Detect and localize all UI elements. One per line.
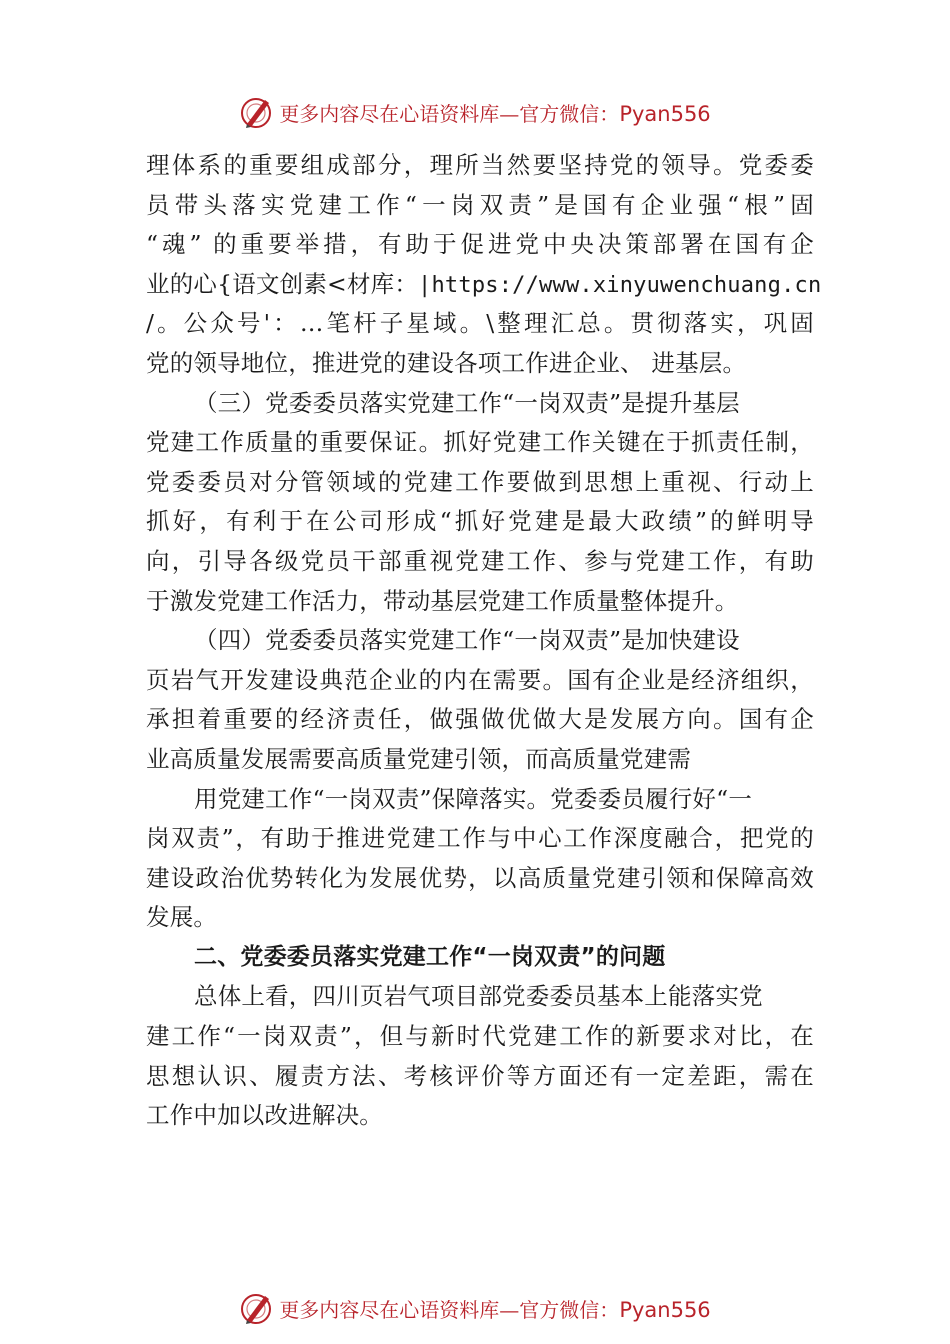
text-line: 理体系的重要组成部分，理所当然要坚持党的领导。党委委 (146, 151, 814, 179)
text-line: 向，引导各级党员干部重视党建工作、参与党建工作，有助 (146, 546, 814, 575)
text-line: 总体上看，四川页岩气项目部党委委员基本上能落实党 (194, 982, 763, 1011)
text-line: 岗双责”，有助于推进党建工作与中心工作深度融合，把党的 (146, 824, 814, 853)
url-text[interactable]: |https://www.xinyuwenchuang.cn (418, 272, 822, 298)
text-line: 承担着重要的经济责任，做强做优做大是发展方向。国有企 (146, 705, 814, 734)
text-line: 建设政治优势转化为发展优势，以高质量党建引领和保障高效 (146, 863, 814, 892)
text-line: “魂” 的重要举措，有助于促进党中央决策部署在国有企 (146, 230, 814, 259)
text-line: 抓好，有利于在公司形成“抓好党建是最大政绩”的鲜明导 (146, 507, 814, 536)
text-line: 员带头落实党建工作“一岗双责”是国有企业强“根”固 (146, 190, 814, 219)
text-line: 建工作“一岗双责”，但与新时代党建工作的新要求对比，在 (146, 1022, 814, 1051)
header-banner-wechat-id: Pyan556 (619, 101, 711, 126)
footer-banner (0, 1288, 950, 1328)
text-line: 发展。 (146, 903, 218, 932)
text-fragment: 业的心{语文创素<材库： (146, 269, 419, 298)
text-line: 工作中加以改进解决。 (146, 1101, 383, 1130)
header-banner-text (279, 98, 710, 127)
footer-banner-label: 更多内容尽在心语资料库—官方微信： (279, 1297, 620, 1322)
pen-logo-icon (239, 1290, 275, 1326)
text-line: （三）党委委员落实党建工作“一岗双责”是提升基层 (194, 388, 740, 417)
text-line: 用党建工作“一岗双责”保障落实。党委委员履行好“一 (194, 784, 753, 813)
header-banner-label: 更多内容尽在心语资料库—官方微信： (279, 101, 620, 126)
footer-banner-wechat-id: Pyan556 (619, 1297, 711, 1322)
text-line (146, 265, 822, 305)
text-line: /。公众号'：…笔杆子星域。\整理汇总。贯彻落实，巩固 (146, 309, 814, 338)
text-line: （四）党委委员落实党建工作“一岗双责”是加快建设 (194, 626, 740, 655)
text-line: 党委委员对分管领域的党建工作要做到思想上重视、行动上 (146, 467, 814, 496)
section-heading: 二、党委委员落实党建工作“一岗双责”的问题 (194, 943, 666, 970)
text-line: 党的领导地位，推进党的建设各项工作进企业、 进基层。 (146, 348, 747, 377)
text-line: 于激发党建工作活力，带动基层党建工作质量整体提升。 (146, 586, 739, 615)
text-line: 党建工作质量的重要保证。抓好党建工作关键在于抓责任制， (146, 428, 814, 457)
text-line: 思想认识、履责方法、考核评价等方面还有一定差距，需在 (146, 1061, 814, 1090)
text-line: 业高质量发展需要高质量党建引领，而高质量党建需 (146, 744, 692, 773)
footer-banner-text (279, 1294, 710, 1323)
document-body (146, 146, 822, 1136)
pen-logo-icon (239, 94, 275, 130)
header-banner (0, 92, 950, 132)
text-line: 页岩气开发建设典范企业的内在需要。国有企业是经济组织， (146, 665, 814, 694)
